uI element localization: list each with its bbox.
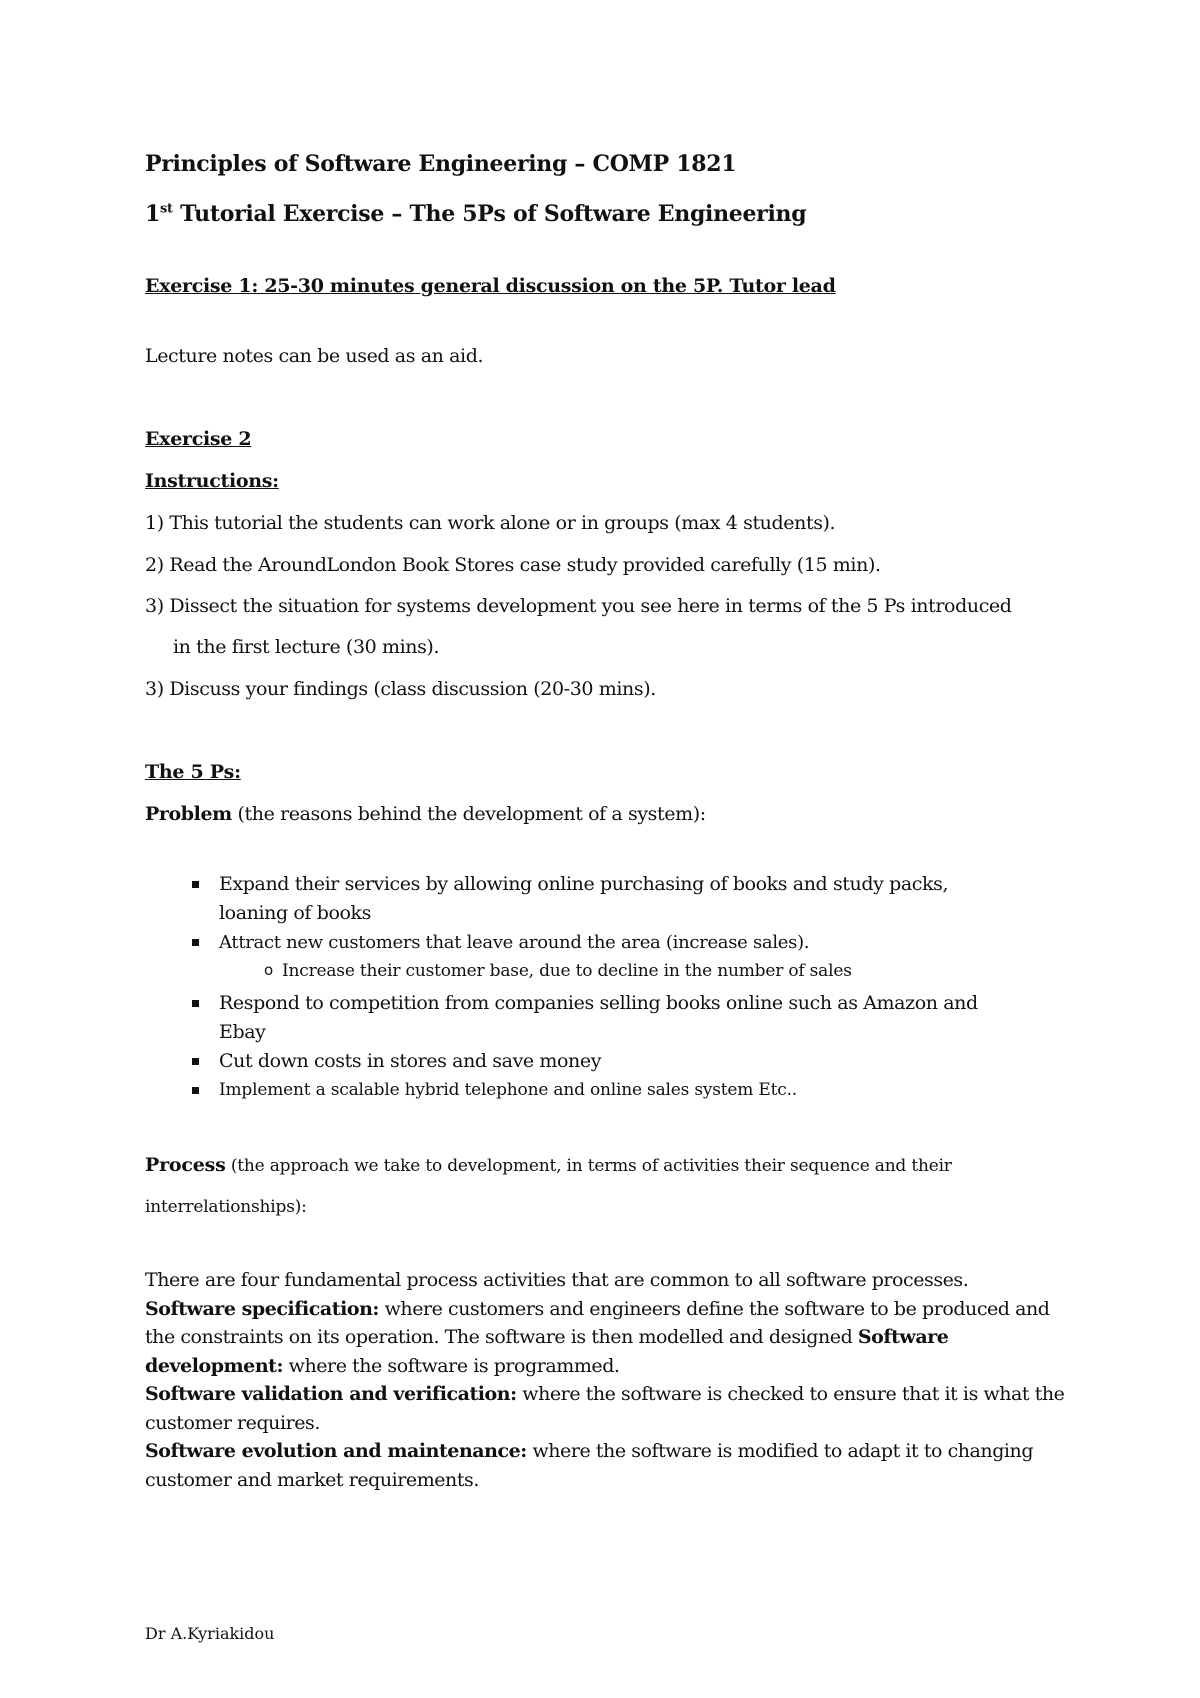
document-title: Principles of Software Engineering – COMP 1821: [145, 151, 737, 177]
problem-bullet-3-continued: Ebay: [219, 1021, 266, 1043]
instruction-item-2: 2) Read the AroundLondon Book Stores case study provided carefully (15 min).: [145, 554, 881, 576]
software-specification: [145, 1295, 1075, 1381]
process-description: (the approach we take to development, in terms of activities their sequence and their: [225, 1156, 952, 1176]
document-subtitle: [145, 201, 806, 227]
val-text: where the software is checked to ensure that it is what the customer requires.: [145, 1383, 1065, 1434]
problem-bullet-3: Respond to competition from companies selling books online such as Amazon and: [219, 992, 978, 1014]
exercise2-heading: Exercise 2: [145, 428, 252, 450]
bullet-square-icon: [192, 939, 199, 946]
exercise1-note: Lecture notes can be used as an aid.: [145, 345, 484, 367]
process-paragraph: [145, 1266, 1075, 1494]
process-description-continued: interrelationships):: [145, 1197, 307, 1217]
dev-text: where the software is programmed.: [283, 1354, 620, 1377]
bullet-square-icon: [192, 1058, 199, 1065]
bullet-square-icon: [192, 1087, 199, 1094]
bullet-circle-icon: o: [264, 961, 274, 979]
problem-bullet-4: Cut down costs in stores and save money: [219, 1050, 602, 1072]
instruction-item-1: 1) This tutorial the students can work alone or in groups (max 4 students).: [145, 512, 836, 534]
problem-sub-bullet-1: Increase their customer base, due to decline in the number of sales: [282, 961, 852, 981]
problem-bullet-1: Expand their services by allowing online purchasing of books and study packs,: [219, 873, 949, 895]
instruction-item-3: 3) Dissect the situation for systems development you see here in terms of the 5 Ps introduced: [145, 595, 1012, 617]
evo-text: where the software is modified to adapt it to changing customer and market requirements.: [145, 1440, 1034, 1491]
software-evolution: [145, 1437, 1075, 1494]
instruction-item-4: 3) Discuss your findings (class discussion (20-30 mins).: [145, 678, 656, 700]
dev-label: Software development:: [145, 1326, 949, 1377]
footer-author: Dr A.Kyriakidou: [145, 1624, 275, 1643]
spec-label: Software specification:: [145, 1297, 379, 1320]
val-label: Software validation and verification:: [145, 1383, 517, 1405]
problem-bullet-5: Implement a scalable hybrid telephone and online sales system Etc..: [219, 1080, 797, 1100]
subtitle-number: 1: [145, 201, 161, 227]
five-ps-heading: The 5 Ps:: [145, 761, 241, 783]
process-label: Process: [145, 1154, 226, 1176]
problem-description: (the reasons behind the development of a system):: [231, 803, 706, 825]
problem-label: Problem: [145, 803, 232, 825]
process-line: [145, 1154, 952, 1176]
software-validation: [145, 1380, 1075, 1437]
bullet-square-icon: [192, 881, 199, 888]
spec-text: where customers and engineers define the software to be produced and the constraints on its operation. The software is then modelled and designed: [145, 1297, 1050, 1348]
process-intro: There are four fundamental process activities that are common to all software processes.: [145, 1269, 969, 1291]
problem-line: [145, 803, 706, 825]
subtitle-superscript: st: [160, 201, 173, 217]
evo-label: Software evolution and maintenance:: [145, 1440, 527, 1462]
exercise1-heading: Exercise 1: 25-30 minutes general discussion on the 5P. Tutor lead: [145, 275, 836, 297]
problem-bullet-2: Attract new customers that leave around the area (increase sales).: [219, 932, 810, 953]
bullet-square-icon: [192, 1000, 199, 1007]
problem-bullet-1-continued: loaning of books: [219, 902, 372, 924]
instruction-item-3-continued: in the first lecture (30 mins).: [173, 636, 440, 658]
subtitle-text: Tutorial Exercise – The 5Ps of Software Engineering: [172, 201, 807, 227]
instructions-heading: Instructions:: [145, 470, 279, 492]
